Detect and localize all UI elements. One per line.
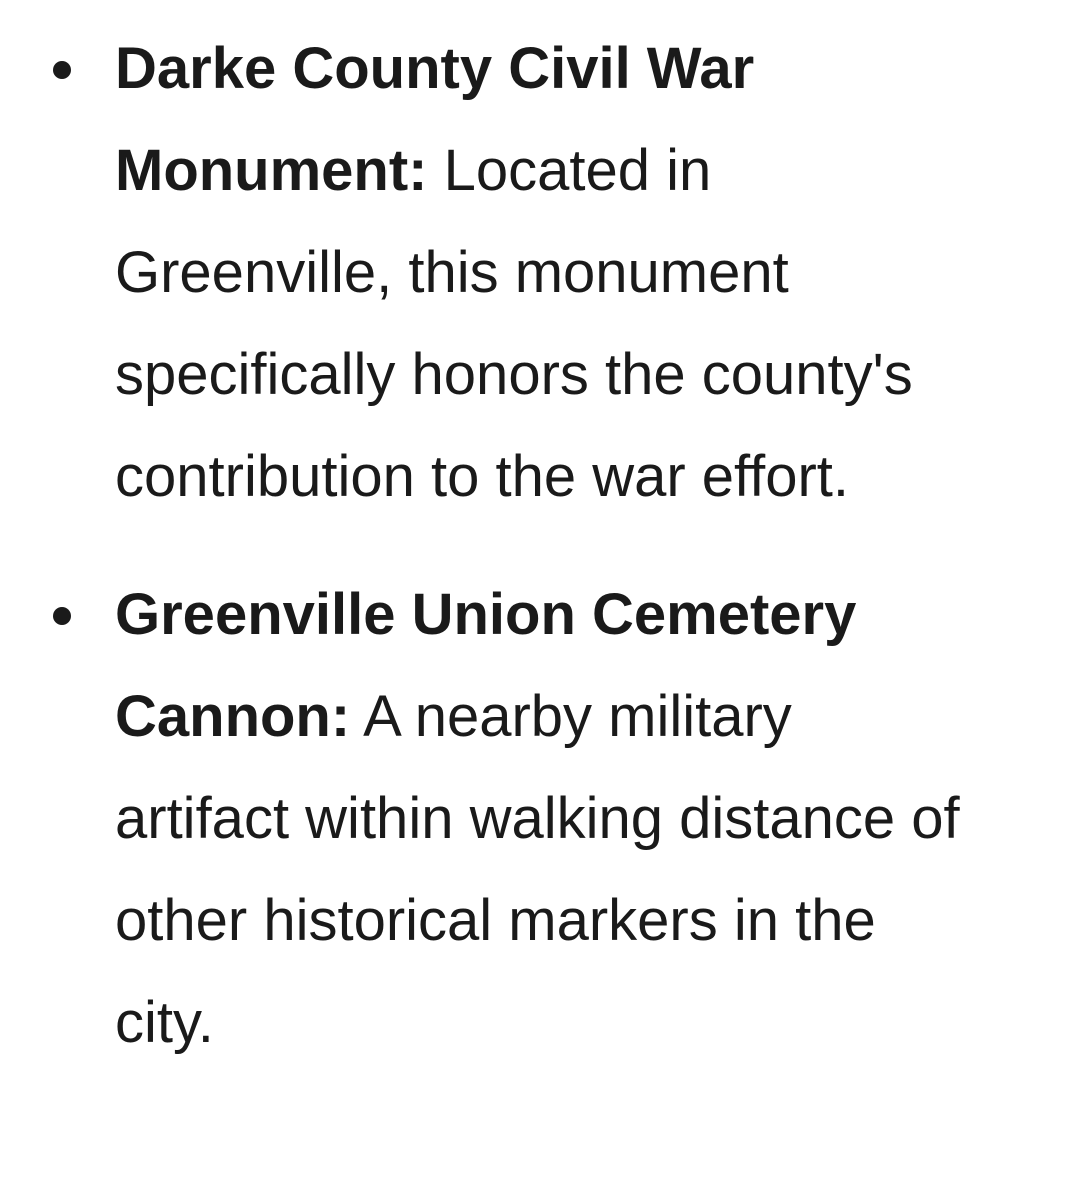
item-title: Darke County Civil War Monument: [115,36,755,203]
item-description: A nearby military artifact within walking distance of other historical markers in the city. [115,684,960,1055]
item-title: Greenville Union Cemetery Cannon: [115,582,857,749]
list-item-civil-war-monument [0,18,1080,528]
list-item-cemetery-cannon [0,564,1080,1074]
bullet-icon [53,61,71,79]
item-description: Located in Greenville, this monument specifically honors the county's contribution to the war effort. [115,138,913,509]
bullet-icon [53,607,71,625]
landmark-list [0,18,1080,1110]
